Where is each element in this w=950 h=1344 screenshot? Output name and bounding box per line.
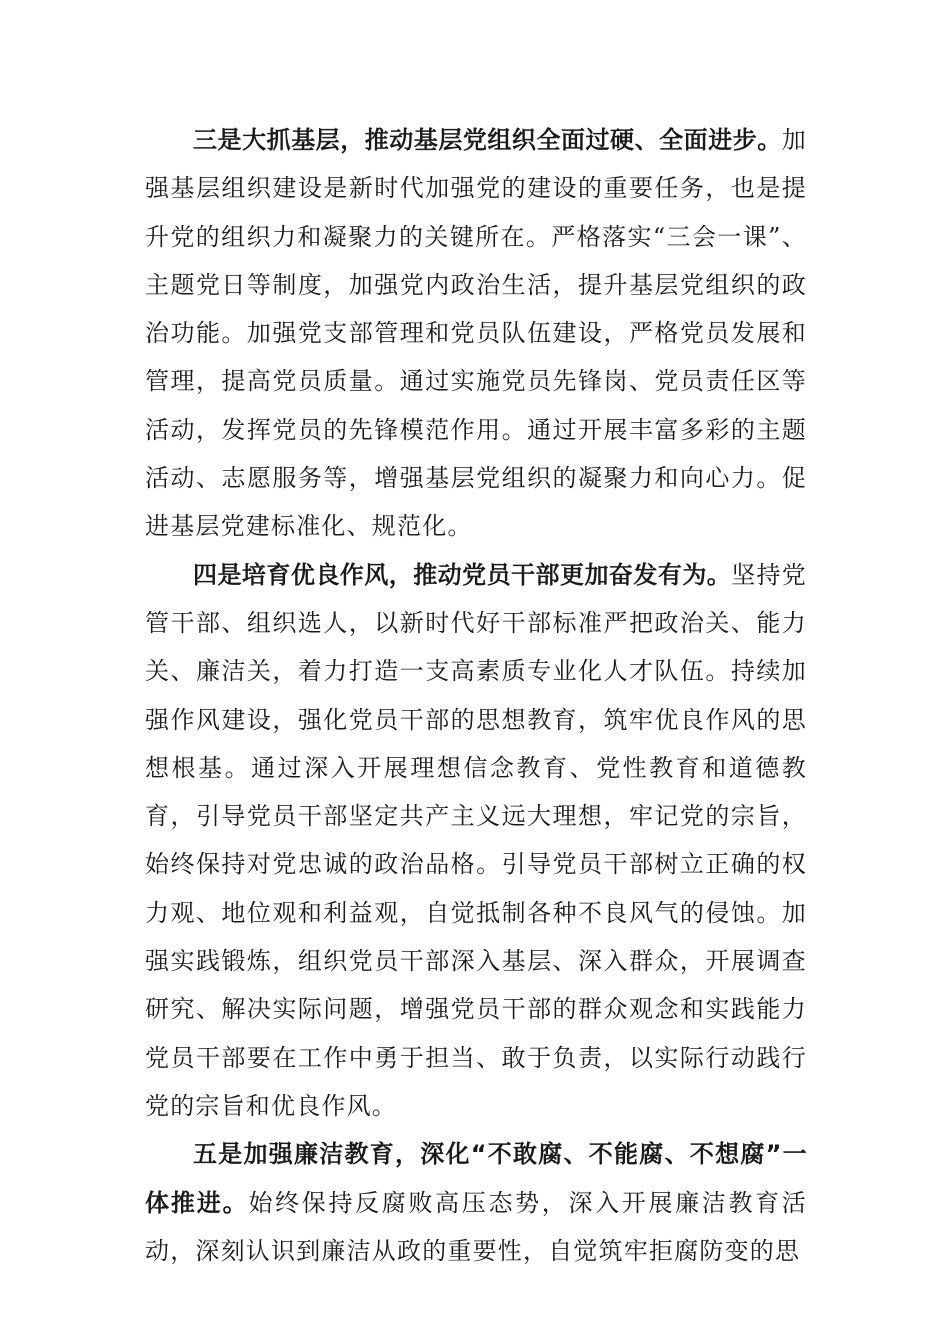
paragraph-lead: 三是大抓基层，推动基层党组织全面过硬、全面进步。 — [193, 126, 782, 154]
paragraph-integrity — [145, 1130, 807, 1275]
paragraph-lead: 五是加强廉洁教育，深化“不敢腐、不能腐、不想腐”一体推进。 — [145, 1140, 807, 1217]
paragraph-grassroots — [145, 116, 807, 551]
document-page — [145, 116, 807, 1275]
paragraph-lead: 四是培育优良作风，推动党员干部更加奋发有为。 — [193, 560, 732, 589]
paragraph-body: 加强基层组织建设是新时代加强党的建设的重要任务，也是提升党的组织力和凝聚力的关键所在。严格落实“三会一课”、主题党日等制度，加强党内政治生活，提升基层党组织的政治功能。加强党支部管理和党员队伍建设，严格党员发展和管理，提高党员质量。通过实施党员先锋岗、党员责任区等活动，发挥党员的先锋模范作用。通过开展丰富多彩的主题活动、志愿服务等，增强基层党组织的凝聚力和向心力。促进基层党建标准化、规范化。 — [145, 126, 807, 541]
paragraph-body: 始终保持反腐败高压态势，深入开展廉洁教育活动，深刻认识到廉洁从政的重要性，自觉筑牢拒腐防变的思 — [145, 1188, 807, 1265]
paragraph-work-style — [145, 551, 807, 1131]
paragraph-body: 坚持党管干部、组织选人，以新时代好干部标准严把政治关、能力关、廉洁关，着力打造一支高素质专业化人才队伍。持续加强作风建设，强化党员干部的思想教育，筑牢优良作风的思想根基。通过深入开展理想信念教育、党性教育和道德教育，引导党员干部坚定共产主义远大理想，牢记党的宗旨，始终保持对党忠诚的政治品格。引导党员干部树立正确的权力观、地位观和利益观，自觉抵制各种不良风气的侵蚀。加强实践锻炼，组织党员干部深入基层、深入群众，开展调查研究、解决实际问题，增强党员干部的群众观念和实践能力党员干部要在工作中勇于担当、敢于负责，以实际行动践行党的宗旨和优良作风。 — [145, 560, 807, 1120]
